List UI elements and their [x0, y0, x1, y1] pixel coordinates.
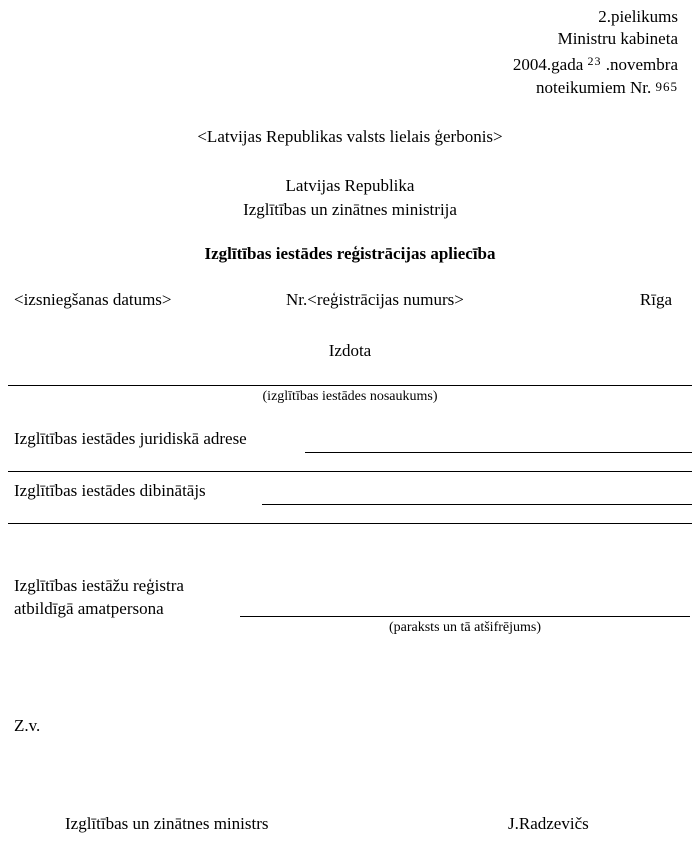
legal-address-rule	[305, 452, 692, 453]
founder-label: Izglītības iestādes dibinātājs	[14, 481, 206, 500]
issuing-authority: Ministru kabineta	[557, 29, 678, 48]
institution-name-caption: (izglītības iestādes nosaukums)	[262, 389, 438, 404]
regulation-reference	[258, 76, 678, 99]
issue-date-placeholder: <izsniegšanas datums>	[14, 290, 172, 309]
annex-header	[258, 6, 678, 99]
minister-title: Izglītības un zinātnes ministrs	[65, 814, 269, 833]
founder-rule	[262, 504, 692, 505]
issue-city: Rīga	[639, 290, 672, 309]
issued-to-label: Izdota	[328, 341, 372, 360]
registrar-label	[14, 574, 184, 620]
regulation-date	[258, 50, 678, 76]
regulation-number: 965	[655, 79, 678, 94]
document-title: Izglītības iestādes reģistrācijas apliecība	[204, 244, 496, 263]
date-day: 23	[587, 54, 602, 68]
registration-number-placeholder: Nr.<reģistrācijas numurs>	[286, 290, 464, 309]
institution-name-rule	[8, 385, 692, 386]
regulation-prefix: noteikumiem Nr.	[536, 78, 652, 97]
signature-caption: (paraksts un tā atšifrējums)	[388, 620, 541, 635]
minister-row	[65, 814, 665, 836]
emblem-placeholder: <Latvijas Republikas valsts lielais ģerbonis>	[197, 127, 503, 146]
registrar-label-line2: atbildīgā amatpersona	[14, 599, 164, 618]
organization-block	[0, 174, 700, 222]
legal-address-rule-second	[8, 471, 692, 472]
signature-rule	[240, 616, 690, 617]
minister-name: J.Radzevičs	[508, 814, 589, 833]
date-month: .novembra	[605, 55, 678, 74]
seal-mark: Z.v.	[14, 716, 41, 735]
registrar-label-line1: Izglītības iestāžu reģistra	[14, 576, 184, 595]
founder-rule-second	[8, 523, 692, 524]
annex-number: 2.pielikums	[598, 7, 678, 26]
issue-row	[14, 290, 672, 312]
date-prefix: 2004.gada	[512, 55, 584, 74]
ministry-name: Izglītības un zinātnes ministrija	[243, 200, 457, 219]
country-name: Latvijas Republika	[285, 176, 415, 195]
legal-address-label: Izglītības iestādes juridiskā adrese	[14, 429, 247, 448]
